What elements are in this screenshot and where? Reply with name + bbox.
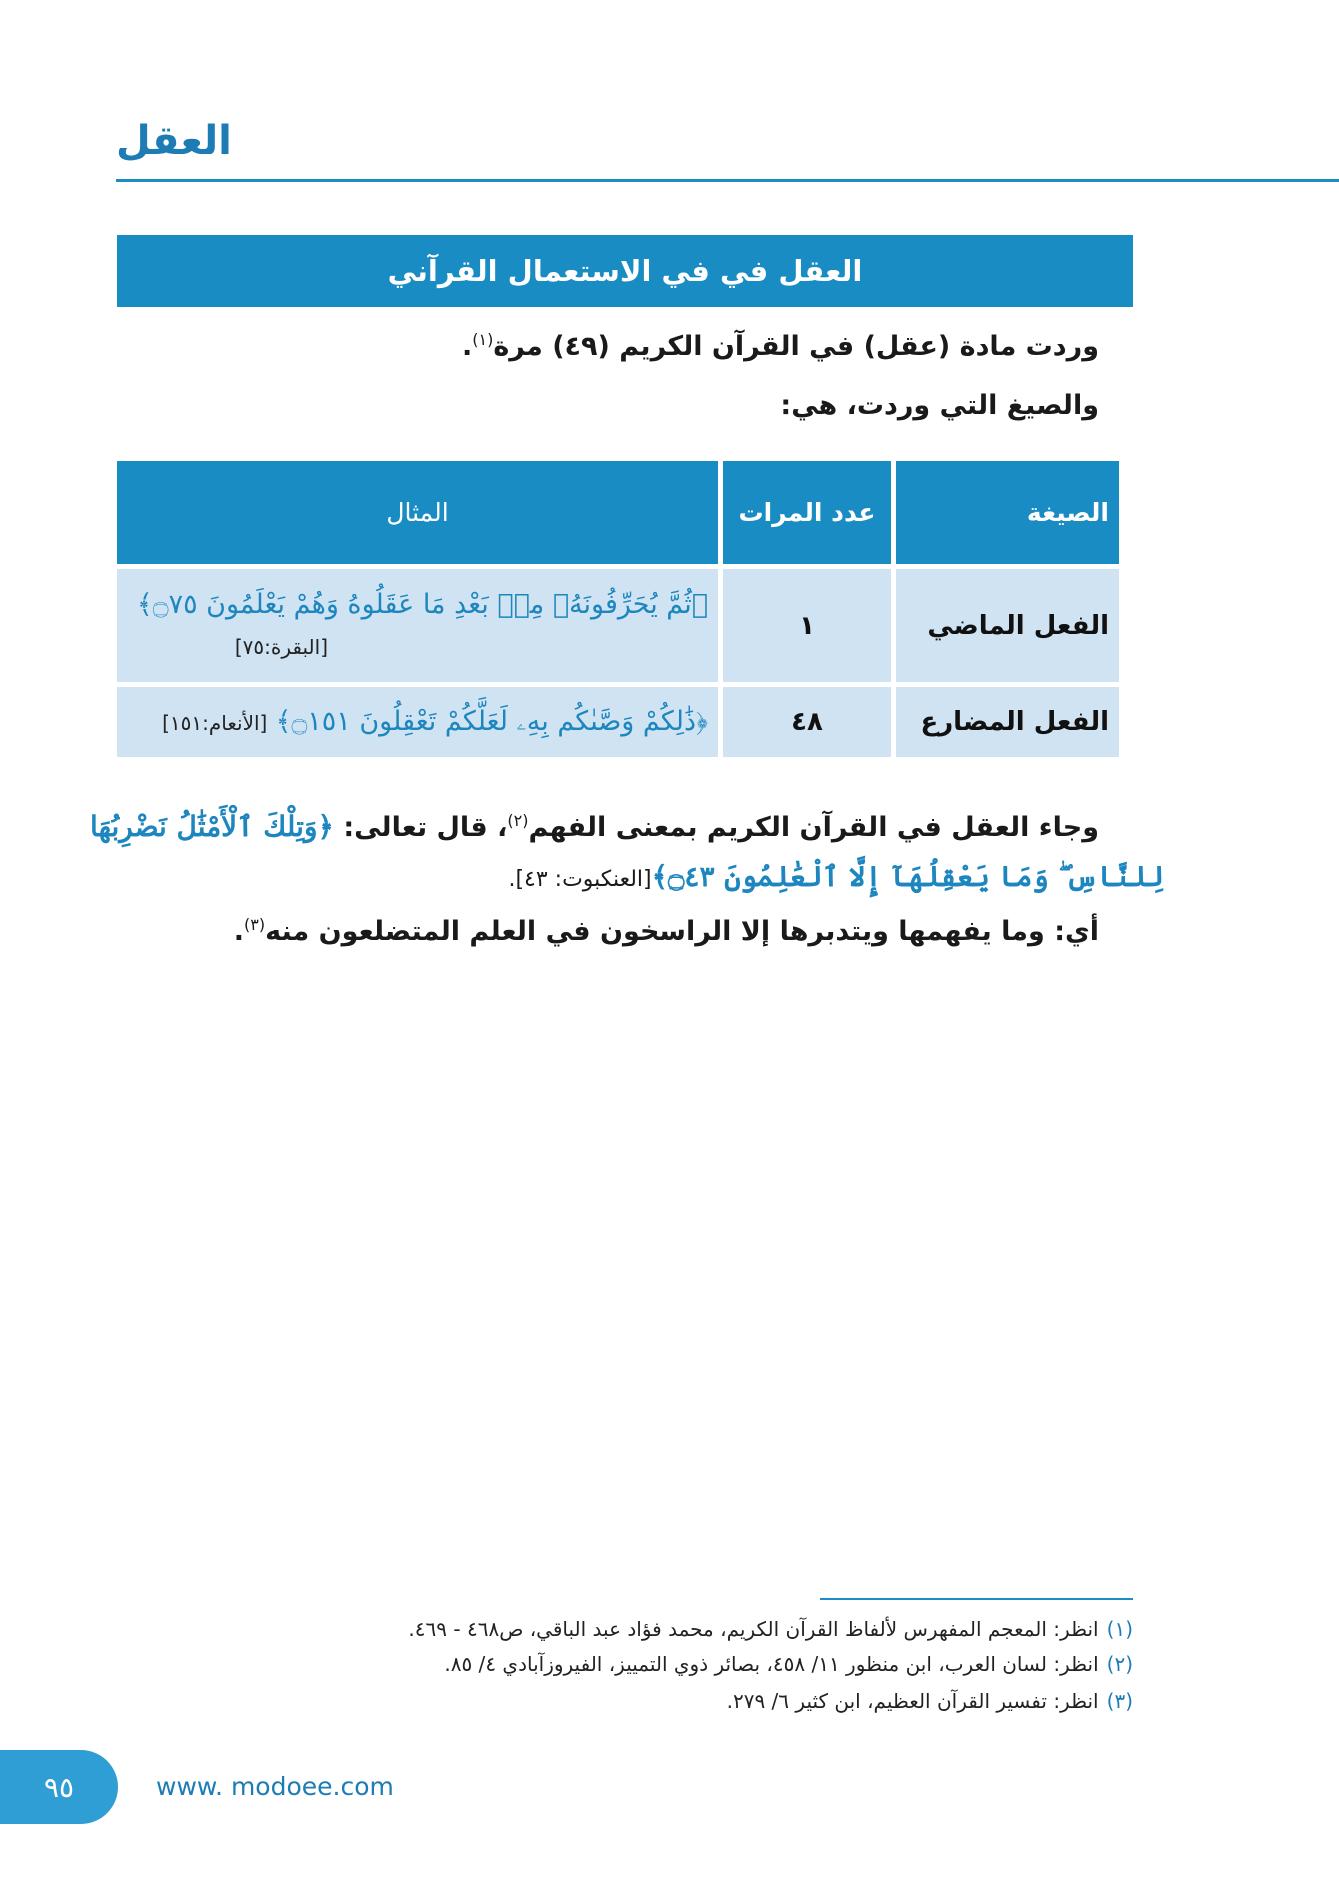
- footnote-text: انظر: لسان العرب، ابن منظور ١١/ ٤٥٨، بصائر ذوي التمييز، الفيروزآبادي ٤/ ٨٥.: [444, 1652, 1099, 1676]
- row-form: الفعل الماضي: [896, 569, 1119, 682]
- page-number-tab: [0, 1750, 118, 1824]
- intro-line-1-end: .: [461, 331, 473, 362]
- intro-line-2: والصيغ التي وردت، هي:: [780, 390, 1099, 421]
- footnote: [727, 1689, 1133, 1713]
- body-line-2: [508, 860, 1164, 894]
- header-rule: [116, 179, 1339, 182]
- body-verse-reference[interactable]: [العنكبوت: ٤٣].: [508, 867, 652, 892]
- site-url-link[interactable]: www. modoee.com: [156, 1772, 394, 1801]
- body-line-1-mid: ، قال تعالى:: [343, 812, 508, 843]
- row-example: [117, 687, 718, 757]
- footnote-ref-2[interactable]: (٢): [507, 811, 529, 830]
- row-example: [117, 569, 718, 682]
- intro-line-1: [462, 330, 1099, 362]
- row-count: ١: [723, 569, 891, 682]
- header-example: المثال: [117, 461, 718, 564]
- footnote: [444, 1652, 1133, 1676]
- body-line-3: [234, 915, 1099, 947]
- footnote-text: انظر: المعجم المفهرس لألفاظ القرآن الكريم، محمد فؤاد عبد الباقي، ص٤٦٨ - ٤٦٩.: [408, 1617, 1099, 1641]
- body-line-3-end: .: [233, 916, 244, 947]
- page-number: ٩٥: [43, 1770, 75, 1804]
- table-row: [117, 687, 1119, 757]
- row-verse: ﴿ثُمَّ يُحَرِّفُونَهُۥ مِنۢ بَعْدِ مَا عَقَلُوهُ وَهُمْ يَعْلَمُونَ ۝٧٥﴾: [136, 589, 708, 620]
- footnote-ref-1[interactable]: (١): [472, 330, 494, 349]
- section-banner: [117, 235, 1133, 307]
- body-line-1-text: وجاء العقل في القرآن الكريم بمعنى الفهم: [528, 812, 1099, 843]
- footnote-number: (٣): [1106, 1689, 1133, 1713]
- row-form: الفعل المضارع: [896, 687, 1119, 757]
- running-title: العقل: [116, 118, 232, 164]
- row-reference[interactable]: [الأنعام:١٥١]: [162, 711, 268, 735]
- table-row: [117, 569, 1119, 682]
- header-form: الصيغة: [896, 461, 1119, 564]
- footnote-rule: [820, 1598, 1133, 1600]
- footnote-ref-3[interactable]: (٣): [244, 915, 266, 934]
- body-verse-part-2: لِلنَّاسِ ۖ وَمَا يَعْقِلُهَآ إِلَّا ٱلْعَٰلِمُونَ ۝٤٣﴾: [651, 860, 1164, 893]
- header-count: عدد المرات: [723, 461, 891, 564]
- body-verse-part-1: ﴿وَتِلْكَ ٱلْأَمْثَٰلُ نَضْرِبُهَا: [90, 810, 334, 843]
- footnote-text: انظر: تفسير القرآن العظيم، ابن كثير ٦/ ٢٧٩.: [726, 1689, 1099, 1713]
- body-line-3-text: أي: وما يفهمها ويتدبرها إلا الراسخون في العلم المتضلعون منه: [265, 916, 1099, 947]
- row-count: ٤٨: [723, 687, 891, 757]
- footnote: [408, 1617, 1133, 1641]
- row-verse: ﴿ذَٰلِكُمْ وَصَّىٰكُم بِهِۦ لَعَلَّكُمْ تَعْقِلُونَ ۝١٥١﴾: [275, 706, 708, 737]
- footnote-number: (١): [1106, 1617, 1133, 1641]
- row-reference[interactable]: [البقرة:٧٥]: [234, 635, 328, 659]
- forms-table: [112, 456, 1124, 762]
- section-title: العقل في في الاستعمال القرآني: [387, 254, 863, 288]
- body-line-1: [90, 810, 1099, 843]
- footnote-number: (٢): [1106, 1652, 1133, 1676]
- intro-line-1-text: وردت مادة (عقل) في القرآن الكريم (٤٩) مرة: [493, 331, 1099, 362]
- table-header-row: [117, 461, 1119, 564]
